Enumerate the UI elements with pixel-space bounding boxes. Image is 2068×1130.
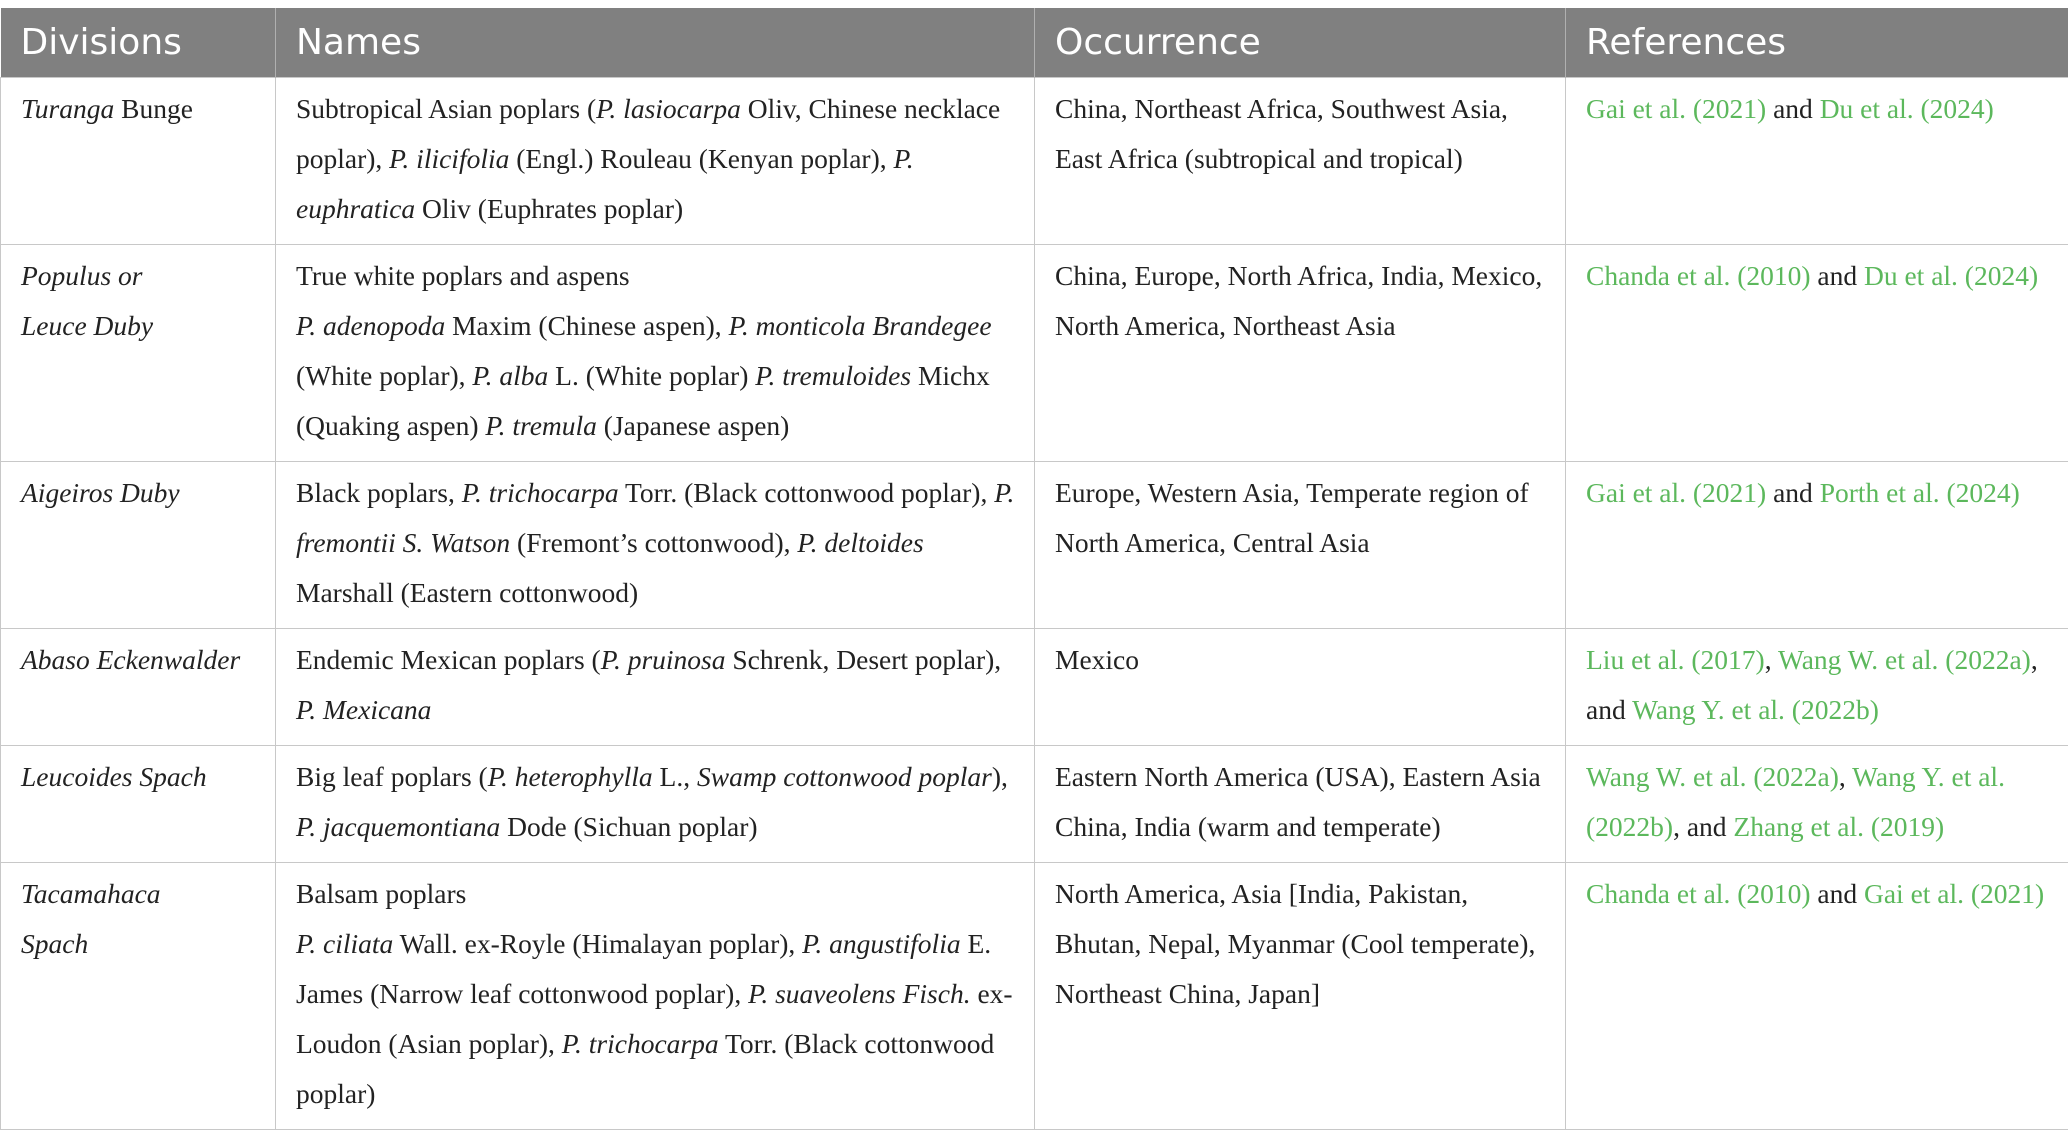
text-run: Oliv, Chinese necklace poplar),	[296, 93, 1000, 174]
text-run: (Fremont’s cottonwood),	[510, 527, 797, 558]
text-run: Wall. ex-Royle (Himalayan poplar),	[393, 928, 802, 959]
cell-names	[276, 78, 1035, 245]
table-row	[1, 245, 2068, 462]
cell-occurrence: Mexico	[1035, 629, 1566, 746]
taxon-name: P. euphratica	[296, 143, 914, 224]
table-row	[1, 78, 2068, 245]
taxon-name: Leuce Duby	[21, 310, 153, 341]
cell-names	[276, 462, 1035, 629]
text-run: (White poplar),	[296, 360, 472, 391]
table-header	[1, 8, 2068, 78]
cell-division	[1, 78, 276, 245]
text-run: (Japanese aspen)	[597, 410, 789, 441]
table-row	[1, 629, 2068, 746]
text-run: Torr. (Black cottonwood poplar)	[296, 1028, 994, 1109]
text-run: L.,	[653, 761, 697, 792]
cell-references	[1566, 462, 2068, 629]
cell-references	[1566, 245, 2068, 462]
table-row	[1, 863, 2068, 1130]
taxon-name: P. trichocarpa	[562, 1028, 719, 1059]
taxon-name: P. adenopoda	[296, 310, 445, 341]
table-row	[1, 746, 2068, 863]
reference-link[interactable]: Gai et al. (2021)	[1586, 477, 1766, 508]
taxon-name: P. ilicifolia	[389, 143, 509, 174]
reference-link[interactable]: Porth et al. (2024)	[1820, 477, 2020, 508]
cell-occurrence: China, Europe, North Africa, India, Mexico, North America, Northeast Asia	[1035, 245, 1566, 462]
cell-names	[276, 629, 1035, 746]
taxon-name: Turanga	[21, 93, 114, 124]
cell-names	[276, 863, 1035, 1130]
cell-division	[1, 629, 276, 746]
names-group-heading: True white poplars and aspens	[296, 251, 1016, 301]
poplar-divisions-table	[0, 8, 2068, 1130]
taxon-name: Aigeiros Duby	[21, 477, 180, 508]
text-run: (Engl.) Rouleau (Kenyan poplar),	[509, 143, 893, 174]
cell-division	[1, 245, 276, 462]
names-group-heading: Balsam poplars	[296, 869, 1016, 919]
taxon-name: P. tremuloides	[755, 360, 911, 391]
reference-separator: , and	[1586, 644, 2038, 725]
text-run: ),	[992, 761, 1008, 792]
text-run: Bunge	[114, 93, 193, 124]
cell-names	[276, 245, 1035, 462]
reference-link[interactable]: Gai et al. (2021)	[1586, 93, 1766, 124]
reference-link[interactable]: Wang Y. et al. (2022b)	[1632, 694, 1879, 725]
taxon-name: P. jacquemontiana	[296, 811, 500, 842]
reference-link[interactable]: Du et al. (2024)	[1820, 93, 1994, 124]
text-run: Dode (Sichuan poplar)	[500, 811, 757, 842]
text-run: Big leaf poplars (	[296, 761, 488, 792]
text-run: E. James (Narrow leaf cottonwood poplar),	[296, 928, 991, 1009]
reference-link[interactable]: Gai et al. (2021)	[1864, 878, 2044, 909]
text-run: Torr. (Black cottonwood poplar),	[619, 477, 995, 508]
taxon-name: P. angustifolia	[802, 928, 960, 959]
header-references: References	[1566, 8, 2068, 78]
header-row	[1, 8, 2068, 78]
reference-link[interactable]: Du et al. (2024)	[1864, 260, 2038, 291]
text-run: Black poplars,	[296, 477, 462, 508]
text-run: L. (White poplar)	[548, 360, 755, 391]
taxon-name: P. deltoides	[797, 527, 923, 558]
cell-occurrence: China, Northeast Africa, Southwest Asia, East Africa (subtropical and tropical)	[1035, 78, 1566, 245]
reference-link[interactable]: Zhang et al. (2019)	[1733, 811, 1944, 842]
taxon-name: P. pruinosa	[601, 644, 726, 675]
cell-occurrence: Eastern North America (USA), Eastern Asia China, India (warm and temperate)	[1035, 746, 1566, 863]
taxon-name: P. alba	[472, 360, 548, 391]
taxon-name: P. fremontii S. Watson	[296, 477, 1014, 558]
taxon-name: P. Mexicana	[296, 694, 431, 725]
reference-separator: and	[1811, 260, 1864, 291]
taxon-name: Leucoides Spach	[21, 761, 207, 792]
cell-division	[1, 863, 276, 1130]
taxon-name: P. suaveolens Fisch.	[748, 978, 971, 1009]
table-body	[1, 78, 2068, 1130]
header-occurrence: Occurrence	[1035, 8, 1566, 78]
taxon-name: Swamp cottonwood poplar	[697, 761, 992, 792]
cell-occurrence: North America, Asia [India, Pakistan, Bhutan, Nepal, Myanmar (Cool temperate), Northeast China, Japan]	[1035, 863, 1566, 1130]
cell-references	[1566, 78, 2068, 245]
taxon-name: Tacamahaca	[21, 878, 161, 909]
text-run: Schrenk, Desert poplar),	[726, 644, 1002, 675]
cell-references	[1566, 863, 2068, 1130]
text-run: ex-Loudon (Asian poplar),	[296, 978, 1013, 1059]
reference-separator: and	[1766, 93, 1819, 124]
reference-separator: and	[1811, 878, 1864, 909]
taxon-name: P. tremula	[485, 410, 597, 441]
taxon-name: Populus or	[21, 260, 142, 291]
cell-division	[1, 746, 276, 863]
reference-separator: , and	[1673, 811, 1733, 842]
taxon-name: P. heterophylla	[488, 761, 653, 792]
taxon-name: P. monticola Brandegee	[729, 310, 992, 341]
reference-link[interactable]: Chanda et al. (2010)	[1586, 878, 1811, 909]
reference-link[interactable]: Wang W. et al. (2022a)	[1778, 644, 2031, 675]
header-divisions: Divisions	[1, 8, 276, 78]
taxon-name: P. lasiocarpa	[596, 93, 741, 124]
reference-separator: ,	[1839, 761, 1852, 792]
text-run: Marshall (Eastern cottonwood)	[296, 577, 638, 608]
cell-occurrence: Europe, Western Asia, Temperate region of North America, Central Asia	[1035, 462, 1566, 629]
text-run: Michx (Quaking aspen)	[296, 360, 990, 441]
table-row	[1, 462, 2068, 629]
reference-link[interactable]: Liu et al. (2017)	[1586, 644, 1765, 675]
text-run: Subtropical Asian poplars (	[296, 93, 596, 124]
taxon-name: Spach	[21, 928, 88, 959]
header-names: Names	[276, 8, 1035, 78]
reference-separator: and	[1766, 477, 1819, 508]
reference-separator: ,	[1765, 644, 1778, 675]
reference-link[interactable]: Wang W. et al. (2022a)	[1586, 761, 1839, 792]
taxon-name: Abaso Eckenwalder	[21, 644, 240, 675]
cell-division	[1, 462, 276, 629]
text-run: Endemic Mexican poplars (	[296, 644, 601, 675]
table-container	[0, 8, 2068, 1130]
text-run: Maxim (Chinese aspen),	[445, 310, 728, 341]
reference-link[interactable]: Wang Y. et al. (2022b)	[1586, 761, 2005, 842]
taxon-name: P. ciliata	[296, 928, 393, 959]
text-run: Oliv (Euphrates poplar)	[415, 193, 683, 224]
cell-references	[1566, 746, 2068, 863]
cell-names	[276, 746, 1035, 863]
reference-link[interactable]: Chanda et al. (2010)	[1586, 260, 1811, 291]
cell-references	[1566, 629, 2068, 746]
taxon-name: P. trichocarpa	[462, 477, 619, 508]
